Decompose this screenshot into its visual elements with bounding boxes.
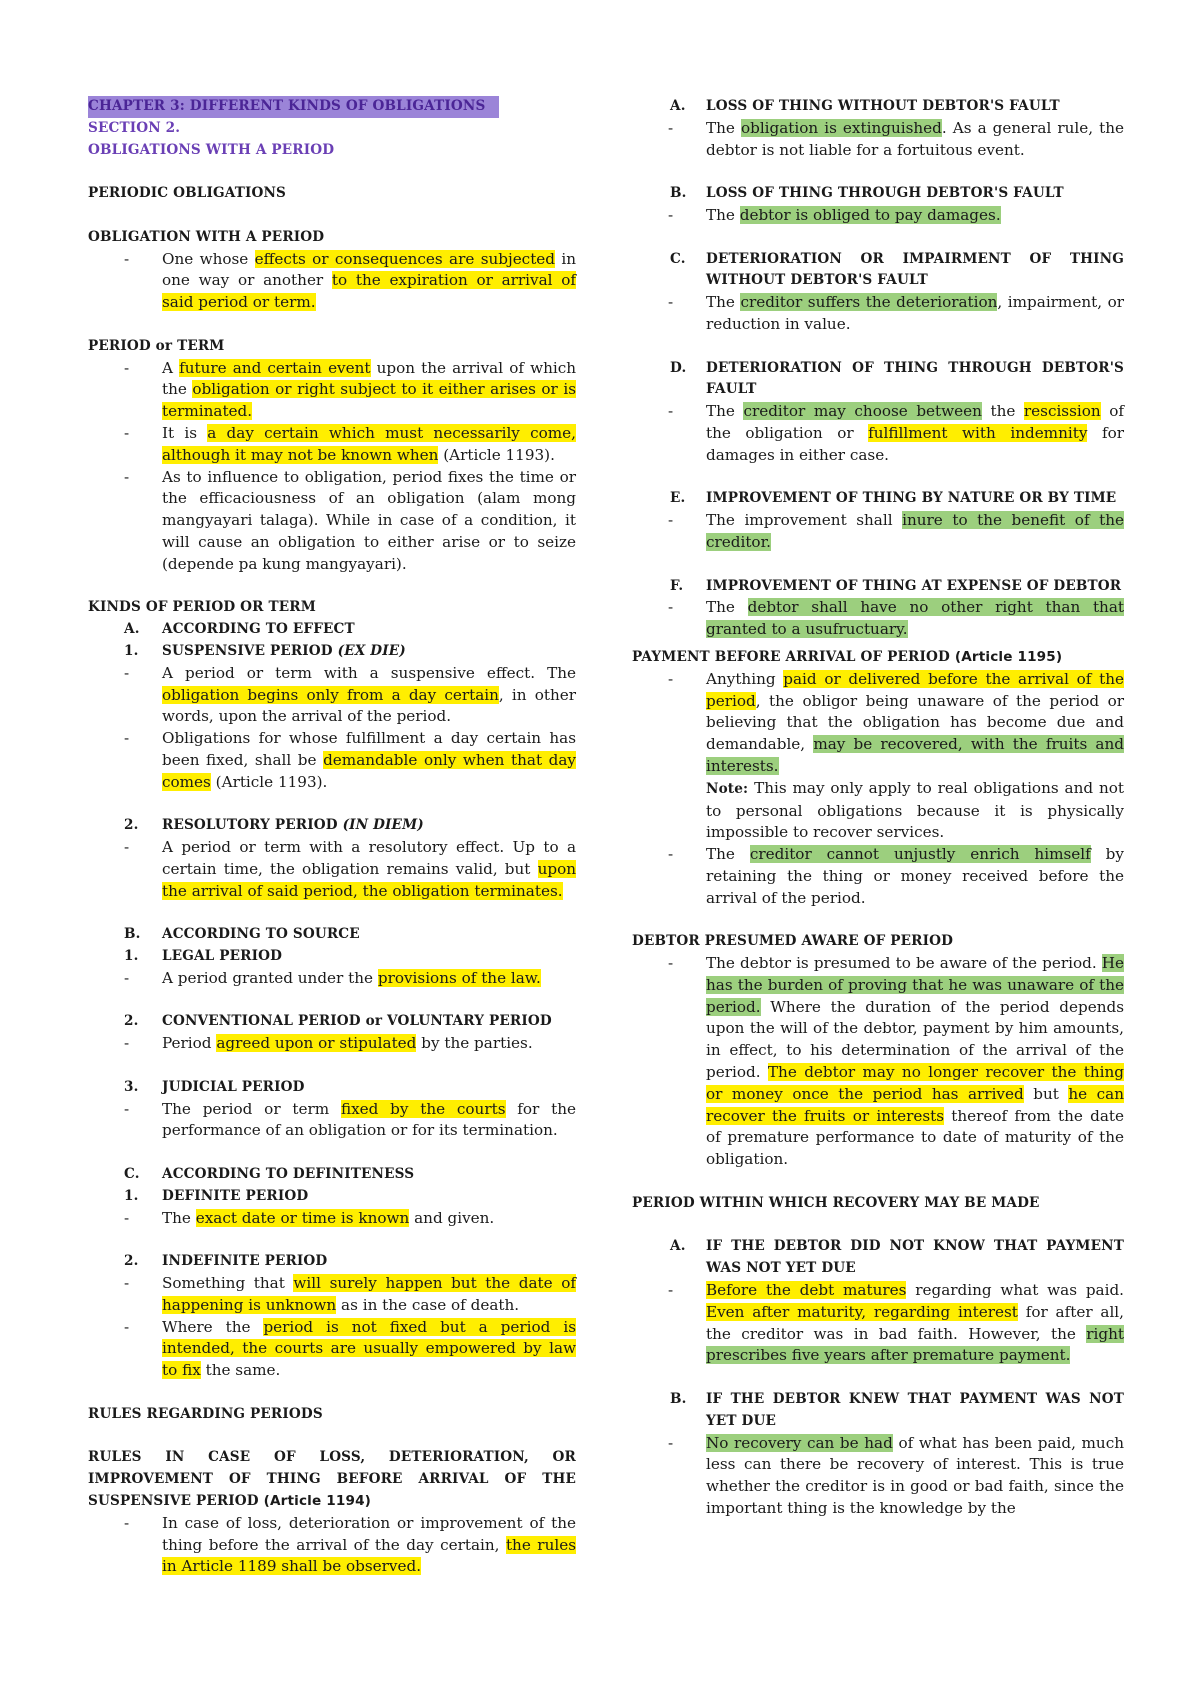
- recovery-period-heading: PERIOD WITHIN WHICH RECOVERY MAY BE MADE: [632, 1194, 1040, 1211]
- list-item: - The creditor cannot unjustly enrich himself by retaining the thing or money received before the arrival of the period.: [634, 844, 1124, 909]
- subheading-deterioration-through-fault: D. DETERIORATION OF THING THROUGH DEBTOR'S FAULT: [670, 359, 1124, 398]
- right-column: [634, 96, 1124, 1520]
- periodic-obligations-heading: PERIODIC OBLIGATIONS: [88, 185, 286, 202]
- rules-loss-heading: RULES IN CASE OF LOSS, DETERIORATION, OR IMPROVEMENT OF THING BEFORE ARRIVAL OF THE SUSPENSIVE PERIOD (Article 1194): [88, 1449, 576, 1509]
- list-item: - The exact date or time is known and given.: [88, 1208, 576, 1230]
- obligation-with-period-heading: OBLIGATION WITH A PERIOD: [88, 228, 325, 245]
- subheading-legal-period: 1. LEGAL PERIOD: [124, 948, 283, 965]
- debtor-presumed-aware-heading: DEBTOR PRESUMED AWARE OF PERIOD: [632, 933, 954, 950]
- list-item: - The debtor is obliged to pay damages.: [634, 205, 1124, 227]
- list-item: - The creditor suffers the deterioration, impairment, or reduction in value.: [634, 292, 1124, 336]
- subheading-according-to-definiteness: C. ACCORDING TO DEFINITENESS: [124, 1166, 415, 1183]
- list-item: - In case of loss, deterioration or improvement of the thing before the arrival of the day certain, the rules in Article 1189 shall be observed.: [88, 1513, 576, 1578]
- subheading-according-to-source: B. ACCORDING TO SOURCE: [124, 926, 360, 943]
- list-item: - One whose effects or consequences are subjected in one way or another to the expiration or arrival of said period or term.: [88, 249, 576, 314]
- list-item: - As to influence to obligation, period fixes the time or the efficaciousness of an obligation (alam mong mangyayari talaga). While in case of a condition, it will cause an obligation to either arise or to seize (depende pa kung mangyayari).: [88, 467, 576, 576]
- subheading-according-to-effect: A. ACCORDING TO EFFECT: [124, 621, 355, 638]
- rules-heading: RULES REGARDING PERIODS: [88, 1405, 323, 1422]
- list-item: - A future and certain event upon the arrival of which the obligation or right subject to it either arises or is terminated.: [88, 358, 576, 423]
- subheading-loss-without-fault: A. LOSS OF THING WITHOUT DEBTOR'S FAULT: [670, 98, 1060, 114]
- period-or-term-heading: PERIOD or TERM: [88, 337, 225, 354]
- list-item: - Where the period is not fixed but a period is intended, the courts are usually empowered by law to fix the same.: [88, 1317, 576, 1382]
- subheading-debtor-did-not-know: A. IF THE DEBTOR DID NOT KNOW THAT PAYMENT WAS NOT YET DUE: [670, 1238, 1124, 1277]
- subheading-conventional-period: 2. CONVENTIONAL PERIOD or VOLUNTARY PERIOD: [124, 1013, 552, 1030]
- subheading-resolutory-period: 2. RESOLUTORY PERIOD (IN DIEM): [124, 817, 424, 834]
- subheading-suspensive-period: 1. SUSPENSIVE PERIOD (EX DIE): [124, 642, 406, 659]
- list-item: - A period granted under the provisions of the law.: [88, 968, 576, 990]
- subheading-improvement-by-nature: E. IMPROVEMENT OF THING BY NATURE OR BY TIME: [670, 490, 1117, 507]
- list-item: - A period or term with a suspensive effect. The obligation begins only from a day certain, in other words, upon the arrival of the period.: [88, 663, 576, 728]
- subheading-loss-through-fault: B. LOSS OF THING THROUGH DEBTOR'S FAULT: [670, 185, 1064, 202]
- list-item: - The improvement shall inure to the benefit of the creditor.: [634, 510, 1124, 554]
- subheading-judicial-period: 3. JUDICIAL PERIOD: [124, 1078, 305, 1095]
- list-item: - A period or term with a resolutory effect. Up to a certain time, the obligation remains valid, but upon the arrival of said period, the obligation terminates.: [88, 837, 576, 902]
- section-number: SECTION 2.: [88, 119, 181, 136]
- list-item: - Obligations for whose fulfillment a day certain has been fixed, shall be demandable only when that day comes (Article 1193).: [88, 728, 576, 793]
- payment-before-arrival-heading: PAYMENT BEFORE ARRIVAL OF PERIOD (Article 1195): [632, 648, 1063, 665]
- subheading-debtor-knew: B. IF THE DEBTOR KNEW THAT PAYMENT WAS NOT YET DUE: [670, 1391, 1124, 1429]
- section-title: OBLIGATIONS WITH A PERIOD: [88, 141, 335, 158]
- subheading-improvement-at-expense: F. IMPROVEMENT OF THING AT EXPENSE OF DEBTOR: [670, 577, 1122, 594]
- chapter-title: CHAPTER 3: DIFFERENT KINDS OF OBLIGATIONS: [88, 96, 576, 118]
- list-item: - It is a day certain which must necessarily come, although it may not be known when (Article 1193).: [88, 423, 576, 467]
- list-item: - The debtor shall have no other right than that granted to a usufructuary.: [634, 597, 1124, 641]
- list-item: - Something that will surely happen but the date of happening is unknown as in the case of death.: [88, 1273, 576, 1317]
- list-item: - No recovery can be had of what has been paid, much less can there be recovery of interest. This is true whether the creditor is in good or bad faith, since the important thing is the knowledge by the: [634, 1433, 1124, 1520]
- subheading-indefinite-period: 2. INDEFINITE PERIOD: [124, 1253, 328, 1270]
- subheading-definite-period: 1. DEFINITE PERIOD: [124, 1187, 309, 1204]
- list-item: - The creditor may choose between the rescission of the obligation or fulfillment with indemnity for damages in either case.: [634, 401, 1124, 466]
- left-column: [88, 96, 576, 1578]
- list-item: - The obligation is extinguished. As a general rule, the debtor is not liable for a fortuitous event.: [634, 118, 1124, 162]
- note-text: Note: This may only apply to real obligations and not to personal obligations because it is physically impossible to recover services.: [706, 778, 1124, 842]
- list-item: - Anything paid or delivered before the arrival of the period, the obligor being unaware of the period or believing that the obligation has become due and demandable, may be recovered, with the fruits and interests.: [634, 669, 1124, 778]
- list-item: - Period agreed upon or stipulated by the parties.: [88, 1033, 576, 1055]
- kinds-heading: KINDS OF PERIOD OR TERM: [88, 599, 316, 616]
- list-item: - The debtor is presumed to be aware of the period. He has the burden of proving that he was unaware of the period. Where the duration of the period depends upon the will of the debtor, payment by him amounts, in effect, to his determination of the arrival of the period. The debtor may no longer recover the thing or money once the period has arrived but he can recover the fruits or interests thereof from the date of premature performance to date of maturity of the obligation.: [634, 953, 1124, 1171]
- list-item: - The period or term fixed by the courts for the performance of an obligation or for its termination.: [88, 1099, 576, 1143]
- list-item: - Before the debt matures regarding what was paid. Even after maturity, regarding interest for after all, the creditor was in bad faith. However, the right prescribes five years after premature payment.: [634, 1280, 1124, 1367]
- subheading-deterioration-without-fault: C. DETERIORATION OR IMPAIRMENT OF THING WITHOUT DEBTOR'S FAULT: [670, 250, 1124, 289]
